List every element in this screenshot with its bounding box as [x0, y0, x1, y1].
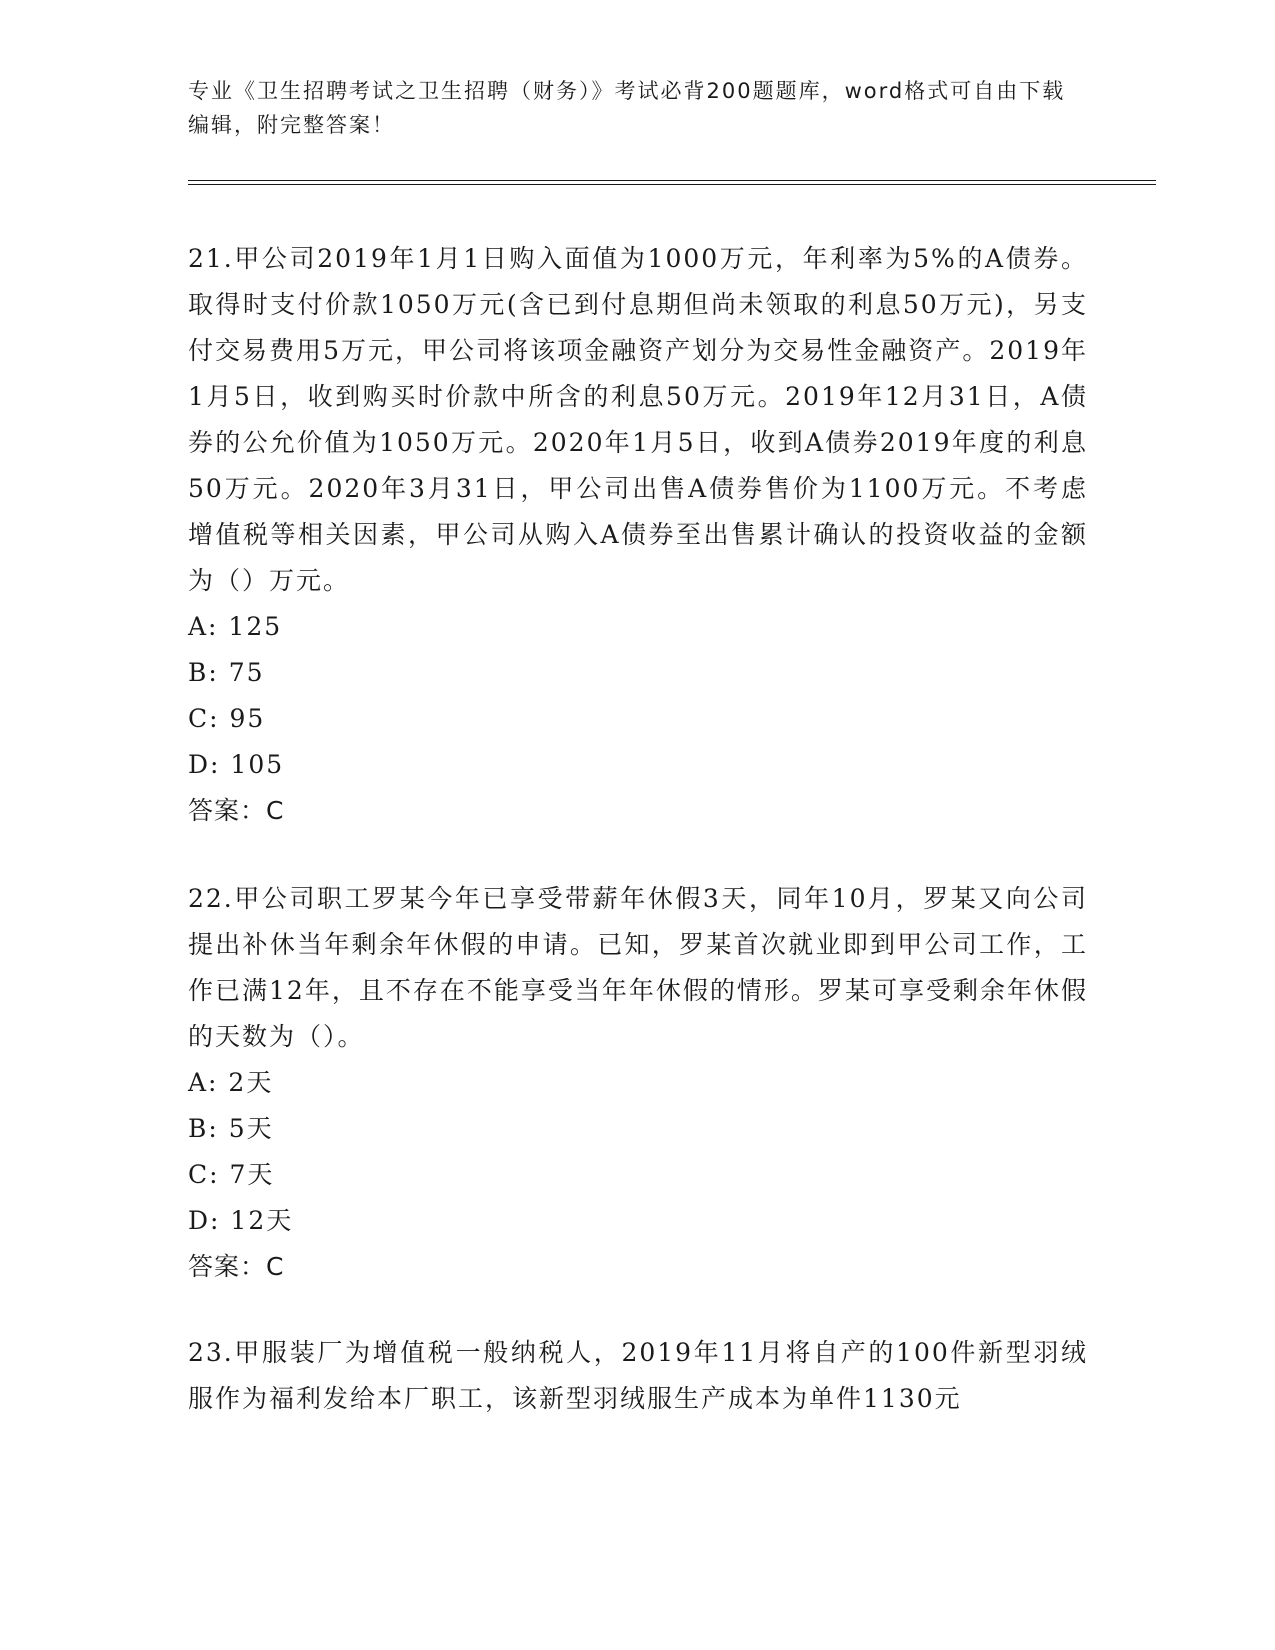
option-a: A: 125	[188, 612, 283, 641]
header-title: 专业《卫生招聘考试之卫生招聘（财务）》考试必背200题题库，word格式可自由下载编辑，附完整答案！	[188, 79, 1066, 137]
question-23	[188, 1330, 1088, 1422]
answer-label: 答案：C	[188, 796, 285, 825]
option-b: B: 5天	[188, 1114, 274, 1143]
header-divider-top	[188, 180, 1156, 181]
question-text: 22.甲公司职工罗某今年已享受带薪年休假3天，同年10月，罗某又向公司提出补休当年剩余年休假的申请。已知，罗某首次就业即到甲公司工作，工作已满12年，且不存在不能享受当年年休假的情形。罗某可享受剩余年休假的天数为（）。	[188, 884, 1088, 1051]
option-c: C: 95	[188, 704, 266, 733]
document-header	[188, 74, 1088, 142]
answer-label: 答案：C	[188, 1252, 285, 1281]
question-text: 21.甲公司2019年1月1日购入面值为1000万元，年利率为5%的A债券。取得时支付价款1050万元(含已到付息期但尚未领取的利息50万元)，另支付交易费用5万元，甲公司将该项金融资产划分为交易性金融资产。2019年1月5日，收到购买时价款中所含的利息50万元。2019年12月31日，A债券的公允价值为1050万元。2020年1月5日，收到A债券2019年度的利息50万元。2020年3月31日，甲公司出售A债券售价为1100万元。不考虑增值税等相关因素，甲公司从购入A债券至出售累计确认的投资收益的金额为（）万元。	[188, 244, 1088, 595]
question-22	[188, 876, 1088, 1290]
option-c: C: 7天	[188, 1160, 275, 1189]
question-21	[188, 236, 1088, 834]
option-d: D: 12天	[188, 1206, 294, 1235]
option-b: B: 75	[188, 658, 265, 687]
option-d: D: 105	[188, 750, 285, 779]
option-a: A: 2天	[188, 1068, 274, 1097]
header-divider-bottom	[188, 184, 1156, 185]
question-text: 23.甲服装厂为增值税一般纳税人，2019年11月将自产的100件新型羽绒服作为福利发给本厂职工，该新型羽绒服生产成本为单件1130元	[188, 1338, 1088, 1413]
